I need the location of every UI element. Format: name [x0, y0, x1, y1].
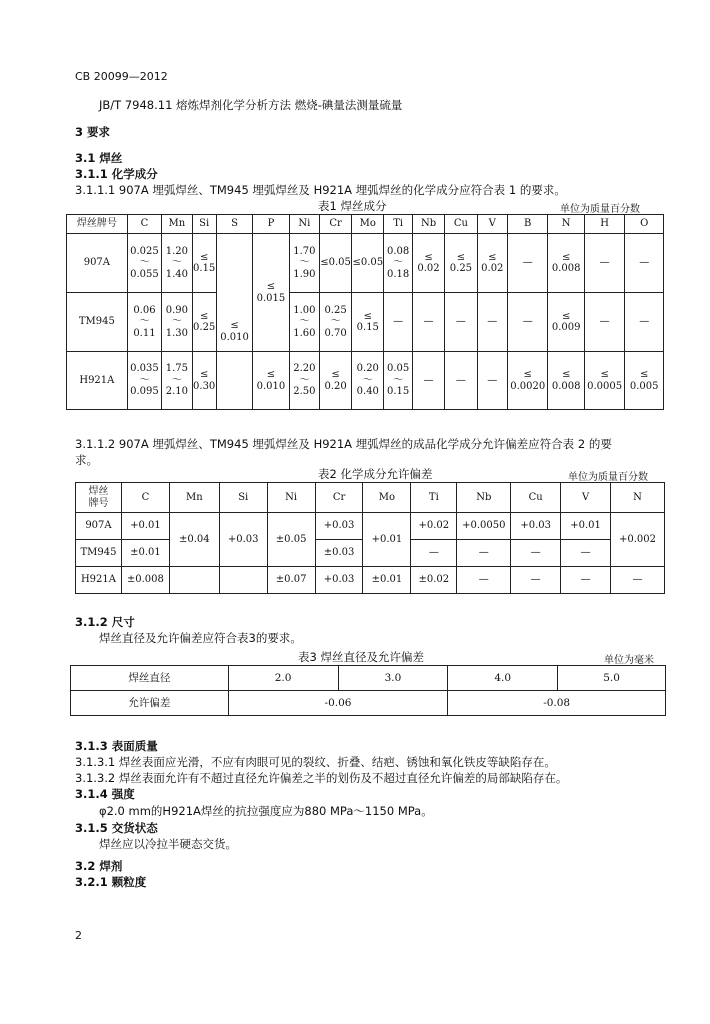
t1-H921A-s	[216, 352, 252, 410]
t3-diameter-label: 焊丝直径	[71, 666, 229, 691]
t2-H921A-v: —	[561, 567, 611, 594]
t2-h-mo: Mo	[363, 483, 411, 513]
t1-h-h: H	[584, 215, 624, 234]
standard-number: CB 20099—2012	[75, 70, 168, 83]
table3-caption: 表3 焊丝直径及允许偏差	[298, 650, 424, 664]
t1-TM945-grade: TM945	[67, 293, 128, 352]
t2-h-cu: Cu	[511, 483, 561, 513]
t1-h-n: N	[548, 215, 584, 234]
table2-caption: 表2 化学成分允许偏差	[318, 467, 433, 481]
t2-n-merged: +0.002	[611, 513, 665, 567]
section-3-1-1-1-text: 3.1.1.1 907A 埋弧焊丝、TM945 埋弧焊丝及 H921A 埋弧焊丝的化学成分应符合表 1 的要求。	[75, 183, 566, 197]
table2-deviation	[75, 482, 665, 594]
t1-907A-o: —	[625, 234, 664, 293]
t1-907A-grade: 907A	[67, 234, 128, 293]
t2-907A-v: +0.01	[561, 513, 611, 540]
table1-row-H921A	[67, 352, 664, 410]
t1-907A-mo: ≤0.05	[352, 234, 384, 293]
table1-caption: 表1 焊丝成分	[318, 199, 387, 213]
t2-TM945-cu: —	[511, 540, 561, 567]
t3-d1: 2.0	[228, 666, 338, 691]
reference-line: JB/T 7948.11 熔炼焊剂化学分析方法 燃烧-碘量法测量硫量	[99, 98, 403, 112]
t2-TM945-ti: —	[411, 540, 457, 567]
t1-907A-si: ≤ 0.15	[192, 234, 216, 293]
t1-TM945-ni: 1.00 ～ 1.60	[289, 293, 319, 352]
t1-TM945-mo: ≤ 0.15	[352, 293, 384, 352]
t1-h-mo: Mo	[352, 215, 384, 234]
t1-907A-c: 0.025 ～ 0.055	[127, 234, 161, 293]
section-3-1-3-2-text: 3.1.3.2 焊丝表面允许有不超过直径允许偏差之半的划伤及不超过直径允许偏差的局部缺陷存在。	[75, 771, 568, 785]
t1-907A-v: ≤ 0.02	[477, 234, 507, 293]
t1-TM945-nb: —	[412, 293, 444, 352]
t1-h-cu: Cu	[445, 215, 477, 234]
t2-h-ti: Ti	[411, 483, 457, 513]
t2-H921A-cr: +0.03	[315, 567, 363, 594]
t2-TM945-nb: —	[457, 540, 511, 567]
t1-H921A-b: ≤ 0.0020	[507, 352, 547, 410]
t1-TM945-v: —	[477, 293, 507, 352]
t1-p-merged: ≤ 0.015	[253, 234, 289, 352]
t2-H921A-c: ±0.008	[121, 567, 169, 594]
table2-row-907A	[76, 513, 665, 540]
t2-TM945-cr: ±0.03	[315, 540, 363, 567]
t1-H921A-c: 0.035 ～ 0.095	[127, 352, 161, 410]
t1-907A-cr: ≤0.05	[320, 234, 352, 293]
t1-TM945-cr: 0.25 ～ 0.70	[320, 293, 352, 352]
t2-H921A-grade: H921A	[76, 567, 122, 594]
t2-si-merged: +0.03	[219, 513, 267, 567]
t1-h-c: C	[127, 215, 161, 234]
table2-unit: 单位为质量百分数	[568, 472, 648, 483]
t1-s-merged: ≤ 0.010	[216, 234, 252, 352]
t1-h-b: B	[507, 215, 547, 234]
t2-mo-merged: +0.01	[363, 513, 411, 567]
table3-row-diameter	[71, 666, 666, 691]
t1-907A-ti: 0.08 ～ 0.18	[384, 234, 412, 293]
t2-TM945-v: —	[561, 540, 611, 567]
t3-tolerance-label: 允许偏差	[71, 691, 229, 716]
t1-h-p: P	[253, 215, 289, 234]
t1-TM945-b: —	[507, 293, 547, 352]
table3-unit: 单位为毫米	[604, 655, 654, 666]
t1-TM945-si: ≤ 0.25	[192, 293, 216, 352]
t2-H921A-mo: ±0.01	[363, 567, 411, 594]
t1-h-grade: 焊丝牌号	[67, 215, 128, 234]
t2-907A-ti: +0.02	[411, 513, 457, 540]
t1-907A-n: ≤ 0.008	[548, 234, 584, 293]
t1-H921A-ni: 2.20 ～ 2.50	[289, 352, 319, 410]
t1-907A-cu: ≤ 0.25	[445, 234, 477, 293]
section-3-1-1-2-text: 3.1.1.2 907A 埋弧焊丝、TM945 埋弧焊丝及 H921A 埋弧焊丝的成品化学成分允许偏差应符合表 2 的要	[75, 437, 612, 451]
t2-H921A-n: —	[611, 567, 665, 594]
t1-H921A-p: ≤ 0.010	[253, 352, 289, 410]
section-3-1-1-heading: 3.1.1 化学成分	[75, 167, 158, 181]
t1-907A-b: —	[507, 234, 547, 293]
t1-TM945-n: ≤ 0.009	[548, 293, 584, 352]
t1-h-s: S	[216, 215, 252, 234]
t1-H921A-cr: ≤ 0.20	[320, 352, 352, 410]
t3-tol2: -0.08	[448, 691, 666, 716]
table1-unit: 单位为质量百分数	[560, 204, 640, 215]
section-3-2-1-heading: 3.2.1 颗粒度	[75, 875, 147, 889]
t2-H921A-nb: —	[457, 567, 511, 594]
t1-h-o: O	[625, 215, 664, 234]
t2-TM945-grade: TM945	[76, 540, 122, 567]
t2-h-ni: Ni	[267, 483, 315, 513]
table2-row-H921A	[76, 567, 665, 594]
t2-h-si: Si	[219, 483, 267, 513]
table1-header-row	[67, 215, 664, 234]
section-3-1-5-body: 焊丝应以冷拉半硬态交货。	[99, 837, 237, 851]
t2-h-v: V	[561, 483, 611, 513]
t1-H921A-mo: 0.20 ～ 0.40	[352, 352, 384, 410]
t1-TM945-mn: 0.90 ～ 1.30	[162, 293, 192, 352]
t1-TM945-cu: —	[445, 293, 477, 352]
t1-h-v: V	[477, 215, 507, 234]
section-3-1-4-body: φ2.0 mm的H921A焊丝的抗拉强度应为880 MPa～1150 MPa。	[99, 804, 433, 818]
t1-h-ni: Ni	[289, 215, 319, 234]
t2-h-cr: Cr	[315, 483, 363, 513]
t2-TM945-c: ±0.01	[121, 540, 169, 567]
section-3-1-4-heading: 3.1.4 强度	[75, 787, 135, 801]
t2-H921A-mn	[169, 567, 219, 594]
t1-H921A-grade: H921A	[67, 352, 128, 410]
t1-h-nb: Nb	[412, 215, 444, 234]
t1-907A-mn: 1.20 ～ 1.40	[162, 234, 192, 293]
t2-907A-grade: 907A	[76, 513, 122, 540]
section-3-1-5-heading: 3.1.5 交货状态	[75, 821, 158, 835]
t3-d2: 3.0	[338, 666, 448, 691]
section-3-1-2-heading: 3.1.2 尺寸	[75, 615, 135, 629]
t2-ni-merged: ±0.05	[267, 513, 315, 567]
t1-H921A-cu: —	[445, 352, 477, 410]
t3-tol1: -0.06	[228, 691, 448, 716]
t1-H921A-ti: 0.05 ～ 0.15	[384, 352, 412, 410]
t1-h-ti: Ti	[384, 215, 412, 234]
t2-H921A-si	[219, 567, 267, 594]
t1-TM945-h: —	[584, 293, 624, 352]
t1-TM945-o: —	[625, 293, 664, 352]
t2-907A-cu: +0.03	[511, 513, 561, 540]
t1-H921A-n: ≤ 0.008	[548, 352, 584, 410]
t2-h-n: N	[611, 483, 665, 513]
section-3-1-2-body: 焊丝直径及允许偏差应符合表3的要求。	[99, 631, 302, 645]
t2-907A-nb: +0.0050	[457, 513, 511, 540]
t1-907A-nb: ≤ 0.02	[412, 234, 444, 293]
section-3-1-1-2-text-cont: 求。	[75, 453, 98, 467]
t2-H921A-ti: ±0.02	[411, 567, 457, 594]
page-number: 2	[75, 929, 82, 942]
t2-h-c: C	[121, 483, 169, 513]
t2-907A-c: +0.01	[121, 513, 169, 540]
t2-H921A-cu: —	[511, 567, 561, 594]
table3-diameter	[70, 665, 666, 716]
section-3-1-heading: 3.1 焊丝	[75, 151, 123, 165]
section-3-1-3-1-text: 3.1.3.1 焊丝表面应光滑，不应有肉眼可见的裂纹、折叠、结疤、锈蚀和氧化铁皮等缺陷存在。	[75, 755, 556, 769]
t1-907A-ni: 1.70 ～ 1.90	[289, 234, 319, 293]
t1-H921A-h: ≤ 0.0005	[584, 352, 624, 410]
table3-row-tolerance	[71, 691, 666, 716]
table2-header-row	[76, 483, 665, 513]
t2-h-grade: 焊丝 牌号	[76, 483, 122, 513]
t2-h-nb: Nb	[457, 483, 511, 513]
t3-d3: 4.0	[448, 666, 558, 691]
t1-TM945-ti: —	[384, 293, 412, 352]
t1-907A-h: —	[584, 234, 624, 293]
t1-h-mn: Mn	[162, 215, 192, 234]
t2-h-mn: Mn	[169, 483, 219, 513]
t1-H921A-nb: —	[412, 352, 444, 410]
section-3-heading: 3 要求	[75, 125, 111, 139]
t1-H921A-si: ≤ 0.30	[192, 352, 216, 410]
table1-composition	[66, 214, 664, 410]
t1-TM945-c: 0.06 ～ 0.11	[127, 293, 161, 352]
t1-h-cr: Cr	[320, 215, 352, 234]
table1-row-907A	[67, 234, 664, 293]
t1-h-si: Si	[192, 215, 216, 234]
t1-H921A-o: ≤ 0.005	[625, 352, 664, 410]
t2-mn-merged: ±0.04	[169, 513, 219, 567]
t3-d4: 5.0	[558, 666, 666, 691]
section-3-1-3-heading: 3.1.3 表面质量	[75, 739, 158, 753]
section-3-2-heading: 3.2 焊剂	[75, 859, 123, 873]
table1-row-TM945	[67, 293, 664, 352]
t2-H921A-ni: ±0.07	[267, 567, 315, 594]
t2-907A-cr: +0.03	[315, 513, 363, 540]
t1-H921A-v: —	[477, 352, 507, 410]
t1-H921A-mn: 1.75 ～ 2.10	[162, 352, 192, 410]
